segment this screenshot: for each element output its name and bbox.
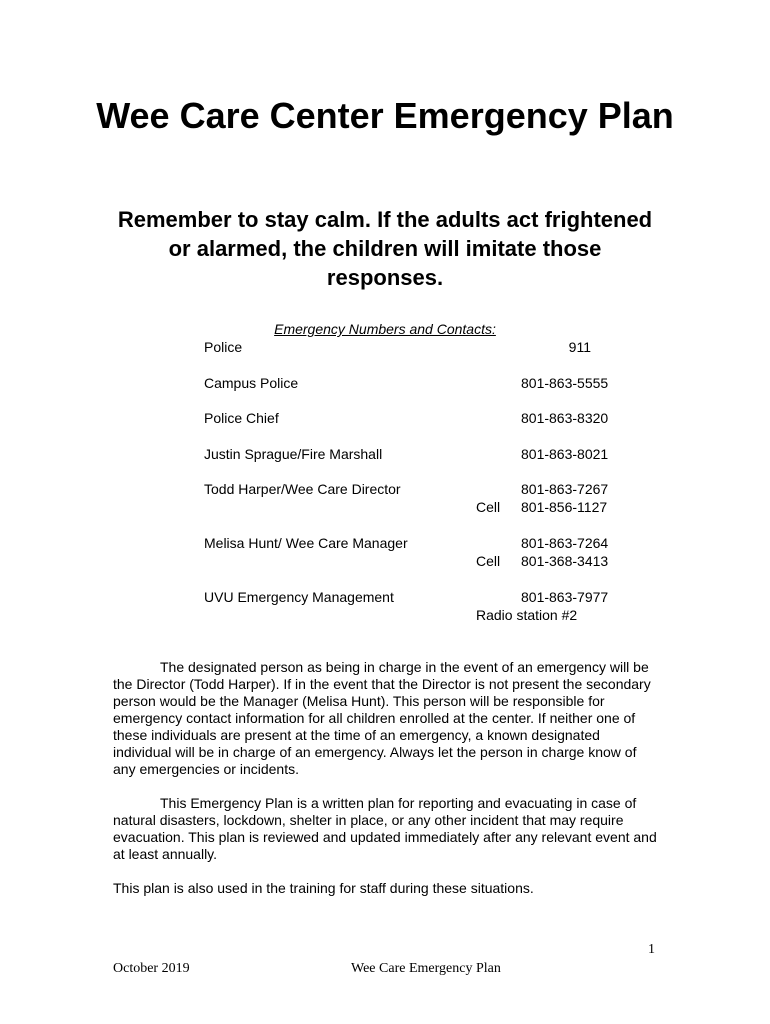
contact-number: 801-863-8021 (521, 446, 609, 462)
cell-line (476, 552, 608, 570)
body-text (113, 659, 658, 914)
contact-number: 801-863-7264 (521, 535, 609, 551)
cell-number: 801-368-3413 (521, 553, 609, 569)
contact-number: 801-863-5555 (521, 375, 609, 391)
contact-row-campus-police (0, 374, 770, 392)
contact-row-police-chief (0, 409, 770, 427)
contact-name: UVU Emergency Management (204, 589, 394, 605)
contact-row-police (0, 338, 770, 356)
contact-name: Police (204, 339, 243, 355)
cell-label: Cell (476, 499, 501, 515)
contact-name: Melisa Hunt/ Wee Care Manager (204, 535, 408, 551)
paragraph-training: This plan is also used in the training for staff during these situations. (113, 880, 534, 896)
contact-name: Police Chief (204, 410, 279, 426)
contacts-heading: Emergency Numbers and Contacts: (274, 321, 496, 337)
contact-row-director (0, 480, 770, 498)
contact-row-manager-cell (0, 552, 770, 570)
contact-row-director-cell (0, 498, 770, 516)
contact-number: 801-863-7267 (521, 481, 609, 497)
cell-number: 801-856-1127 (521, 499, 608, 515)
subtitle: Remember to stay calm. If the adults act frightened or alarmed, the children will imitate those responses. (117, 207, 653, 290)
contact-row-uvu-radio (0, 606, 770, 624)
contact-name: Justin Sprague/Fire Marshall (204, 446, 383, 462)
paragraph-plan-description: This Emergency Plan is a written plan for reporting and evacuating in case of natural disasters, lockdown, shelter in place, or any other incident that may require evacuation. This plan is reviewed and updated immediately after any relevant event and at least annually. (113, 795, 657, 862)
cell-line (476, 498, 607, 516)
contact-number: 911 (568, 339, 591, 355)
footer-title: Wee Care Emergency Plan (351, 961, 501, 976)
paragraph-person-in-charge: The designated person as being in charge in the event of an emergency will be the Director (Todd Harper). If in the event that the Director is not present the secondary person would be the Manager (Melisa Hunt). This person will be responsible for emergency contact information for all children enrolled at the center. If neither one of these individuals are present at the time of an emergency, a known designated individual will be in charge of an emergency. Always let the person in charge know of any emergencies or incidents. (113, 659, 651, 777)
contact-row-fire-marshall (0, 445, 770, 463)
contact-row-uvu-emergency (0, 588, 770, 606)
contact-number: 801-863-7977 (521, 589, 609, 605)
contact-name: Campus Police (204, 375, 299, 391)
footer-date: October 2019 (113, 961, 190, 976)
radio-note: Radio station #2 (476, 607, 578, 623)
page-number: 1 (648, 942, 655, 957)
contact-number: 801-863-8320 (521, 410, 609, 426)
page-title: Wee Care Center Emergency Plan (96, 95, 674, 136)
contact-name: Todd Harper/Wee Care Director (204, 481, 401, 497)
cell-label: Cell (476, 553, 501, 569)
contact-row-manager (0, 534, 770, 552)
